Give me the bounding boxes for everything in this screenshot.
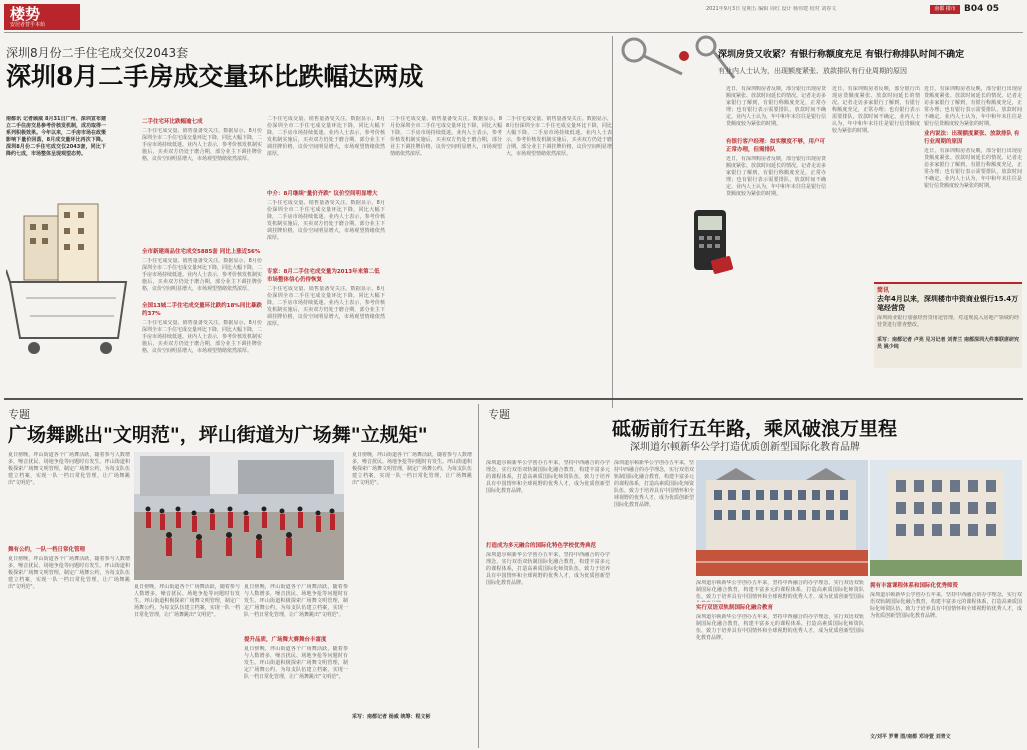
dance-headline: 广场舞跳出"文明范"，坪山街道为广场舞"立规矩" (8, 424, 428, 446)
dance-credit: 采写：南都记者 杨威 统筹：程文彬 (352, 714, 431, 720)
lead-column-2 (267, 116, 385, 406)
dance-body: 夏日傍晚，坪山街道各个广场舞活跃，随着参与人数增多，噪音扰民、场地争抢等问题时有发生。坪山街道积极探索广场舞文明管理，制定广场舞公约，为每支队伍建立档案，实现一队一档日常化管理，让广场舞跳出"文明范"。 (352, 452, 472, 486)
school-column-1 (486, 460, 610, 748)
side-body: 近日，有深圳购房者反映，部分银行出现房贷额度紧张、放款时间延长的情况。记者走访多家银行了解到，有银行称额度充足，正常办理；也有银行表示需要排队，放款时间不确定。业内人士认为，年中和年末往往是银行信贷额度较为紧张的时期。 (832, 86, 920, 134)
lead-kicker: 深圳8月份二手住宅成交仅2043套 (6, 46, 189, 60)
school-column-3 (696, 580, 864, 748)
school-subhead-1: 打造成为多元融合的国际化特色学校优秀典范 (486, 543, 597, 549)
side-body: 近日，有深圳购房者反映，部分银行出现房贷额度紧张、放款时间延长的情况。记者走访多家银行了解到，有银行称额度充足，正常办理；也有银行表示需要排队，放款时间不确定。业内人士认为，年中和年末往往是银行信贷额度较为紧张的时期。 (726, 86, 826, 127)
brand-tag: 南都 楼市 (930, 5, 960, 14)
lead-headline: 深圳8月二手房成交量环比跌幅达两成 (6, 62, 424, 91)
lead-body: 二手住宅成交量、销售量备受关注。数据显示，8月份深圳全市二手住宅成交量环比下降，同比大幅下降，二手房市场持续低迷。业内人士表示，参考价核发机制实施后，买卖双方仍处于磨合期，部分业主下调挂牌价格，议价空间明显增大，市场观望情绪依然浓厚。 (142, 128, 262, 162)
building-illustration (6, 198, 134, 384)
lead-body: 二手住宅成交量、销售量备受关注。数据显示，8月份深圳全市二手住宅成交量环比下降，同比大幅下降，二手房市场持续低迷。业内人士表示，参考价核发机制实施后，买卖双方仍处于磨合期，部分业主下调挂牌价格，议价空间明显增大，市场观望情绪依然浓厚。 (142, 258, 262, 292)
news-brief-label: 简讯 (877, 287, 890, 294)
side-subhead-1: 有银行客户经理：如实额度不够，用户可正常办理，但需排队 (726, 139, 826, 153)
school-body: 深圳道尔顿新华公学创办五年来，坚持中西融合的办学理念，实行双语双轨制国际化融合教育，构建丰富多元的课程体系，打造高素质国际化师资队伍，致力于培养具有中国情怀和全球视野的优秀人才，成为优质创新型国际化教育品牌。 (486, 552, 610, 586)
school-body: 深圳道尔顿新华公学创办五年来，坚持中西融合的办学理念，实行双语双轨制国际化融合教育，构建丰富多元的课程体系，打造高素质国际化师资队伍，致力于培养具有中国情怀和全球视野的优秀人才，成为优质创新型国际化教育品牌。 (614, 460, 694, 508)
school-body: 深圳道尔顿新华公学创办五年来，坚持中西融合的办学理念，实行双语双轨制国际化融合教育，构建丰富多元的课程体系，打造高素质国际化师资队伍，致力于培养具有中国情怀和全球视野的优秀人才，成为优质创新型国际化教育品牌。 (486, 460, 610, 494)
lead-body: 二手住宅成交量、销售量备受关注。数据显示，8月份深圳全市二手住宅成交量环比下降，同比大幅下降，二手房市场持续低迷。业内人士表示，参考价核发机制实施后，买卖双方仍处于磨合期，部分业主下调挂牌价格，议价空间明显增大，市场观望情绪依然浓厚。 (267, 200, 385, 241)
side-subhead: 有业内人士认为，出现额度紧张、放款排队有行业周期的原因 (718, 67, 907, 75)
lead-column-1 (142, 116, 262, 406)
school-subhead: 深圳道尔顿新华公学打造优质创新型国际化教育品牌 (630, 442, 860, 453)
news-brief-credit: 采写：南都记者 卢亮 见习记者 刘青兰 南都深圳大件事联席研究员 姚少纯 (877, 337, 1019, 350)
square-dance-photo (134, 452, 344, 580)
dance-body: 夏日傍晚，坪山街道各个广场舞活跃，随着参与人数增多，噪音扰民、场地争抢等问题时有发生。坪山街道积极探索广场舞文明管理，制定广场舞公约，为每支队伍建立档案，实现一队一档日常化管理，让广场舞跳出"文明范"。 (134, 584, 240, 618)
lead-subhead-5: 专家：8月二手住宅成交量为2013年来第二低市场整体信心仍待恢复 (267, 269, 380, 283)
school-section-label: 专题 (488, 408, 510, 421)
upper-lower-divider (4, 398, 1023, 400)
lead-body: 二手住宅成交量、销售量备受关注。数据显示，8月份深圳全市二手住宅成交量环比下降，同比大幅下降，二手房市场持续低迷。业内人士表示，参考价核发机制实施后，买卖双方仍处于磨合期，部分业主下调挂牌价格，议价空间明显增大，市场观望情绪依然浓厚。 (390, 116, 502, 157)
dance-subhead-2: 提升品质，广场舞大赛舞台丰富度 (244, 637, 327, 643)
side-body: 近日，有深圳购房者反映，部分银行出现房贷额度紧张、放款时间延长的情况。记者走访多家银行了解到，有银行称额度充足，正常办理；也有银行表示需要排队，放款时间不确定。业内人士认为，年中和年末往往是银行信贷额度较为紧张的时期。 (726, 156, 826, 197)
lead-subhead-3: 全国13城二手住宅成交量环比跌约18%同比暴跌约37% (142, 303, 262, 317)
slogan: 安居者替乎本始 (10, 22, 46, 28)
side-column-3 (924, 86, 1022, 282)
side-body: 近日，有深圳购房者反映，部分银行出现房贷额度紧张、放款时间延长的情况。记者走访多家银行了解到，有银行称额度充足，正常办理；也有银行表示需要排队，放款时间不确定。业内人士认为，年中和年末往往是银行信贷额度较为紧张的时期。 (924, 148, 1022, 189)
lead-intro: 南都讯 记者顾威 8月31日广州、深圳宣布建立二手住房交易参考价核发机制，成功取得一系列积极效果。今年以来，二手房市场在政策影响下量价回落，8月成交量环比再次下降。深圳8月份二手住宅成交仅2043套，同比下降约七成，市场整体呈现观望态势。 (6, 116, 106, 157)
news-brief-title: 去年4月以来，深圳楼市中资商业银行15.4万笔经营贷 (877, 295, 1019, 312)
section-tag-label: 楼势 (10, 5, 41, 23)
lead-body: 二手住宅成交量、销售量备受关注。数据显示，8月份深圳全市二手住宅成交量环比下降，同比大幅下降，二手房市场持续低迷。业内人士表示，参考价核发机制实施后，买卖双方仍处于磨合期，部分业主下调挂牌价格，议价空间明显增大，市场观望情绪依然浓厚。 (267, 116, 385, 157)
school-subhead-3: 拥有丰富课程体系和国际化优秀师资 (870, 583, 959, 589)
dance-column-2 (134, 584, 240, 748)
school-subhead-2: 实行双语双轨制国际化融合教育 (696, 605, 774, 611)
dance-body: 夏日傍晚，坪山街道各个广场舞活跃，随着参与人数增多，噪音扰民、场地争抢等问题时有发生。坪山街道积极探索广场舞文明管理，制定广场舞公约，为每支队伍建立档案，实现一队一档日常化管理，让广场舞跳出"文明范"。 (244, 584, 348, 618)
dance-column-4 (352, 452, 472, 748)
school-column-4 (870, 580, 1022, 748)
school-headline: 砥砺前行五年路，乘风破浪万里程 (612, 418, 898, 440)
lower-column-divider (478, 404, 479, 748)
dance-column-3 (244, 584, 348, 748)
news-brief-body: 深圳商业银行加强经营贷用途管理，对违规流入房地产领域的经营贷进行排查整改。 (877, 315, 1019, 328)
lead-body: 二手住宅成交量、销售量备受关注。数据显示，8月份深圳全市二手住宅成交量环比下降，同比大幅下降，二手房市场持续低迷。业内人士表示，参考价核发机制实施后，买卖双方仍处于磨合期，部分业主下调挂牌价格，议价空间明显增大，市场观望情绪依然浓厚。 (267, 286, 385, 327)
lead-subhead-2: 全市新建商品住宅成交5885套 同比上涨近56% (142, 249, 261, 255)
lead-body: 二手住宅成交量、销售量备受关注。数据显示，8月份深圳全市二手住宅成交量环比下降，同比大幅下降，二手房市场持续低迷。业内人士表示，参考价核发机制实施后，买卖双方仍处于磨合期，部分业主下调挂牌价格，议价空间明显增大，市场观望情绪依然浓厚。 (142, 320, 262, 354)
side-body: 近日，有深圳购房者反映，部分银行出现房贷额度紧张、放款时间延长的情况。记者走访多家银行了解到，有银行称额度充足，正常办理；也有银行表示需要排队，放款时间不确定。业内人士认为，年中和年末往往是银行信贷额度较为紧张的时期。 (924, 86, 1022, 127)
school-campus-photo (870, 460, 1022, 576)
school-credit: 文/刘平 罗菁 图/南都 邓诗萱 刘青文 (870, 734, 951, 740)
lead-column-divider (612, 36, 613, 408)
dance-column-1 (8, 452, 130, 748)
school-body: 深圳道尔顿新华公学创办五年来，坚持中西融合的办学理念，实行双语双轨制国际化融合教育，构建丰富多元的课程体系，打造高素质国际化师资队伍，致力于培养具有中国情怀和全球视野的优秀人才，成为优质创新型国际化教育品牌。 (870, 592, 1022, 619)
side-headline: 深圳房贷又收紧？有银行称额度充足 有银行称排队时间不确定 (718, 50, 965, 60)
lead-column-3 (390, 116, 502, 406)
school-body: 深圳道尔顿新华公学创办五年来，坚持中西融合的办学理念，实行双语双轨制国际化融合教育，构建丰富多元的课程体系，打造高素质国际化师资队伍，致力于培养具有中国情怀和全球视野的优秀人才，成为优质创新型国际化教育品牌。 (696, 614, 864, 641)
dance-body: 夏日傍晚，坪山街道各个广场舞活跃，随着参与人数增多，噪音扰民、场地争抢等问题时有发生。坪山街道积极探索广场舞文明管理，制定广场舞公约，为每支队伍建立档案，实现一队一档日常化管理，让广场舞跳出"文明范"。 (8, 556, 130, 590)
header-rule (4, 32, 1023, 33)
card-terminal-illustration (690, 206, 734, 276)
lead-subhead-4: 中介：8月继续"量价齐跌" 议价空间明显增大 (267, 191, 378, 197)
dance-subhead-1: 舞有公约，一队一档日常化管理 (8, 547, 86, 553)
lead-column-4 (506, 116, 612, 406)
lead-body: 二手住宅成交量、销售量备受关注。数据显示，8月份深圳全市二手住宅成交量环比下降，同比大幅下降，二手房市场持续低迷。业内人士表示，参考价核发机制实施后，买卖双方仍处于磨合期，部分业主下调挂牌价格，议价空间明显增大，市场观望情绪依然浓厚。 (506, 116, 612, 157)
side-subhead-2: 业内说法：出现额度紧张、放款排队 有行业周期的原因 (924, 131, 1020, 145)
page-number: B04 05 (964, 4, 1000, 14)
side-column-1 (726, 86, 826, 290)
date-line: 2021年9月3日 星期五 编辑 周红 设计 杨伟建 校对 刘春文 (706, 6, 837, 12)
lead-subhead-1: 二手住宅环比跌幅逾七成 (142, 119, 203, 125)
dance-body: 夏日傍晚，坪山街道各个广场舞活跃，随着参与人数增多，噪音扰民、场地争抢等问题时有发生。坪山街道积极探索广场舞文明管理，制定广场舞公约，为每支队伍建立档案，实现一队一档日常化管理，让广场舞跳出"文明范"。 (8, 452, 130, 486)
school-column-2 (614, 460, 694, 748)
dance-section-label: 专题 (8, 408, 30, 421)
school-building-photo (696, 460, 868, 576)
school-body: 深圳道尔顿新华公学创办五年来，坚持中西融合的办学理念，实行双语双轨制国际化融合教育，构建丰富多元的课程体系，打造高素质国际化师资队伍，致力于培养具有中国情怀和全球视野的优秀人才，成为优质创新型国际 (696, 580, 864, 600)
dance-body: 夏日傍晚，坪山街道各个广场舞活跃，随着参与人数增多，噪音扰民、场地争抢等问题时有发生。坪山街道积极探索广场舞文明管理，制定广场舞公约，为每支队伍建立档案，实现一队一档日常化管理，让广场舞跳出"文明范"。 (244, 646, 348, 680)
news-brief-box (874, 282, 1022, 368)
